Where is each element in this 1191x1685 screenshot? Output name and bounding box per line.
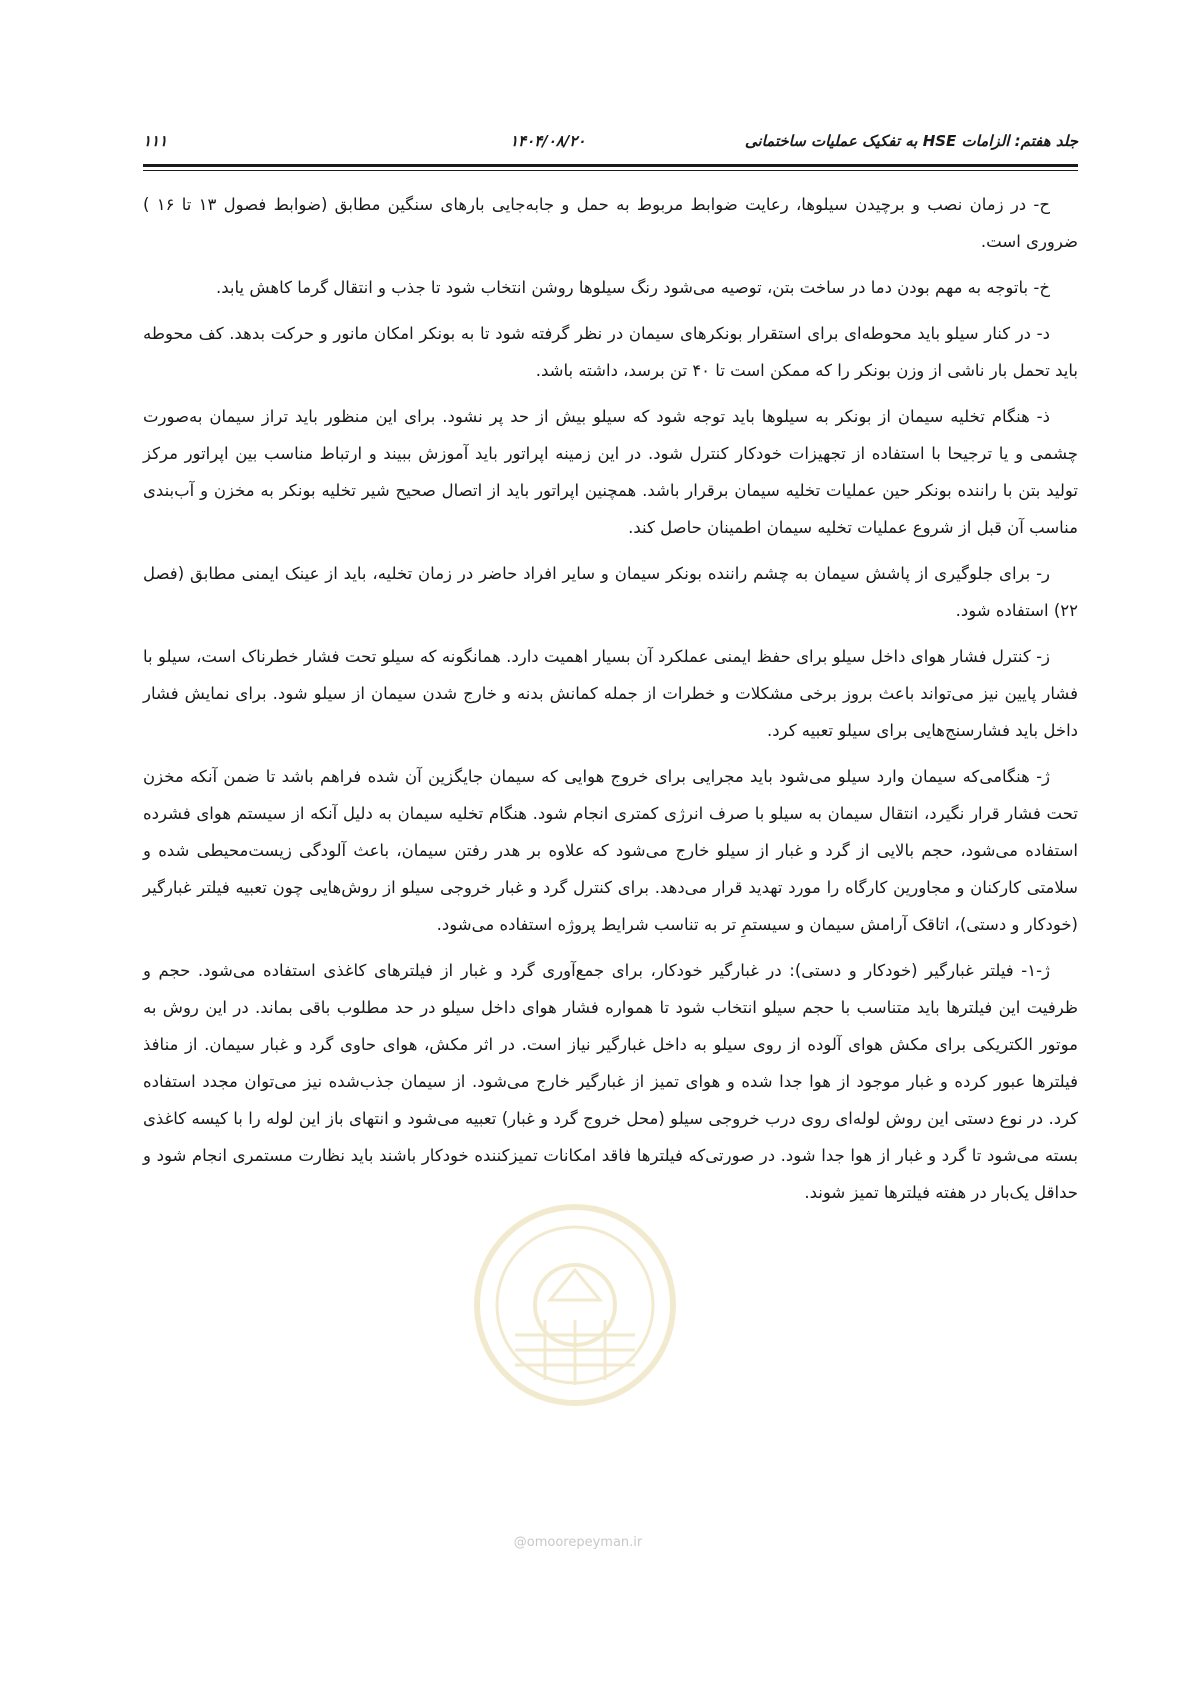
header-rule-thick <box>143 164 1078 167</box>
paragraph-d: د- در کنار سیلو باید محوطه‌ای برای استقرار بونکرهای سیمان در نظر گرفته شود تا به بونکر امکان مانور و حرکت بدهد. کف محوطه باید تحمل بار ناشی از وزن بونکر را که ممکن است تا ۴۰ تن برسد، داشته باشد. <box>143 324 1078 380</box>
header-rule-thin <box>143 170 1078 171</box>
paragraph-zh: ژ- هنگامی‌که سیمان وارد سیلو می‌شود باید مجرایی برای خروج هوایی که سیمان جایگزین آن شده فراهم باشد تا ضمن آنکه مخزن تحت فشار قرار نگیرد، انتقال سیمان به سیلو با صرف انرژی کمتری انجام شود. هنگام تخلیه سیمان به دلیل آنکه از سیستم هوای فشرده استفاده می‌شود، حجم بالایی از گرد و غبار از سیلو خارج می‌شود که علاوه بر هدر رفتن سیمان، باعث آلودگی زیست‌محیطی شده و سلامتی کارکنان و مجاورین کارگاه را مورد تهدید قرار می‌دهد. برای کنترل گرد و غبار خروجی سیلو از روش‌هایی چون تعبیه فیلتر غبارگیر (خودکار و دستی)، اتاقک آرامش سیمان و سیستمِ تر به تناسب شرایط پروژه استفاده می‌شود. <box>143 767 1078 934</box>
paragraph-zh-1: ژ-۱- فیلتر غبارگیر (خودکار و دستی): در غبارگیر خودکار، برای جمع‌آوری گرد و غبار از فیلترهای کاغذی استفاده می‌شود. حجم و ظرفیت این فیلترها باید متناسب با حجم سیلو انتخاب شود تا همواره فشار هوای داخل سیلو در حد مطلوب باقی بماند. در این روش به موتور الکتریکی برای مکش هوای آلوده از روی سیلو به داخل غبارگیر نیاز است. در اثر مکش، هوای حاوی گرد و غبار سیمان. از منافذ فیلترها عبور کرده و غبار موجود از هوا جدا شده و هوای تمیز از غبارگیر خارج می‌شود. از سیمان جذب‌شده نیز می‌توان مجدد استفاده کرد. در نوع دستی این روش لوله‌ای روی درب خروجی سیلو (محل خروج گرد و غبار) تعبیه می‌شود و انتهای باز این لوله را با کیسه کاغذی بسته می‌شود تا گرد و غبار از هوا جدا شود. در صورتی‌که فیلترها فاقد امکانات تمیزکننده خودکار باشند باید نظارت مستمری انجام شود و حداقل یک‌بار در هفته فیلترها تمیز شوند. <box>143 961 1078 1202</box>
paragraph-kh: خ- باتوجه به مهم بودن دما در ساخت بتن، توصیه می‌شود رنگ سیلوها روشن انتخاب شود تا جذب و انتقال گرما کاهش یابد. <box>216 278 1050 297</box>
header-title: جلد هفتم: الزامات HSE به تفکیک عملیات ساختمانی <box>744 132 1078 150</box>
body-text <box>143 186 1078 1220</box>
watermark-logo-icon <box>470 1200 680 1410</box>
watermark-url: @omoorepeyman.ir <box>513 1535 643 1550</box>
paragraph-r: ر- برای جلوگیری از پاشش سیمان به چشم راننده بونکر سیمان و سایر افراد حاضر در زمان تخلیه، باید از عینک ایمنی مطابق (فصل ۲۲) استفاده شود. <box>143 564 1078 620</box>
paragraph-z: ز- کنترل فشار هوای داخل سیلو برای حفظ ایمنی عملکرد آن بسیار اهمیت دارد. همانگونه که سیلو تحت فشار خطرناک است، سیلو با فشار پایین نیز می‌تواند باعث بروز برخی مشکلات و خطرات از جمله کمانش بدنه و خارج شدن سیمان از سیلو شود. برای نمایش فشار داخل باید فشارسنج‌هایی برای سیلو تعبیه کرد. <box>143 647 1078 740</box>
paragraph-h: ح- در زمان نصب و برچیدن سیلوها، رعایت ضوابط مربوط به حمل و جابه‌جایی بارهای سنگین مطابق (ضوابط فصول ۱۳ تا ۱۶ ) ضروری است. <box>143 195 1078 251</box>
page-header <box>143 128 1078 158</box>
page-number: ۱۱۱ <box>143 132 168 150</box>
header-date: ۱۴۰۴/۰۸/۲۰ <box>510 132 586 150</box>
paragraph-z1: ذ- هنگام تخلیه سیمان از بونکر به سیلوها باید توجه شود که سیلو بیش از حد پر نشود. برای این منظور باید تراز سیمان به‌صورت چشمی و یا ترجیحا با استفاده از تجهیزات خودکار کنترل شود. در این زمینه اپراتور باید آموزش ببیند و ارتباط مناسب بین اپراتور مرکز تولید بتن با راننده بونکر حین عملیات تخلیه سیمان برقرار باشد. همچنین اپراتور باید از اتصال صحیح شیر تخلیه بونکر به مخزن و آب‌بندی مناسب آن قبل از شروع عملیات تخلیه سیمان اطمینان حاصل کند. <box>143 407 1078 537</box>
